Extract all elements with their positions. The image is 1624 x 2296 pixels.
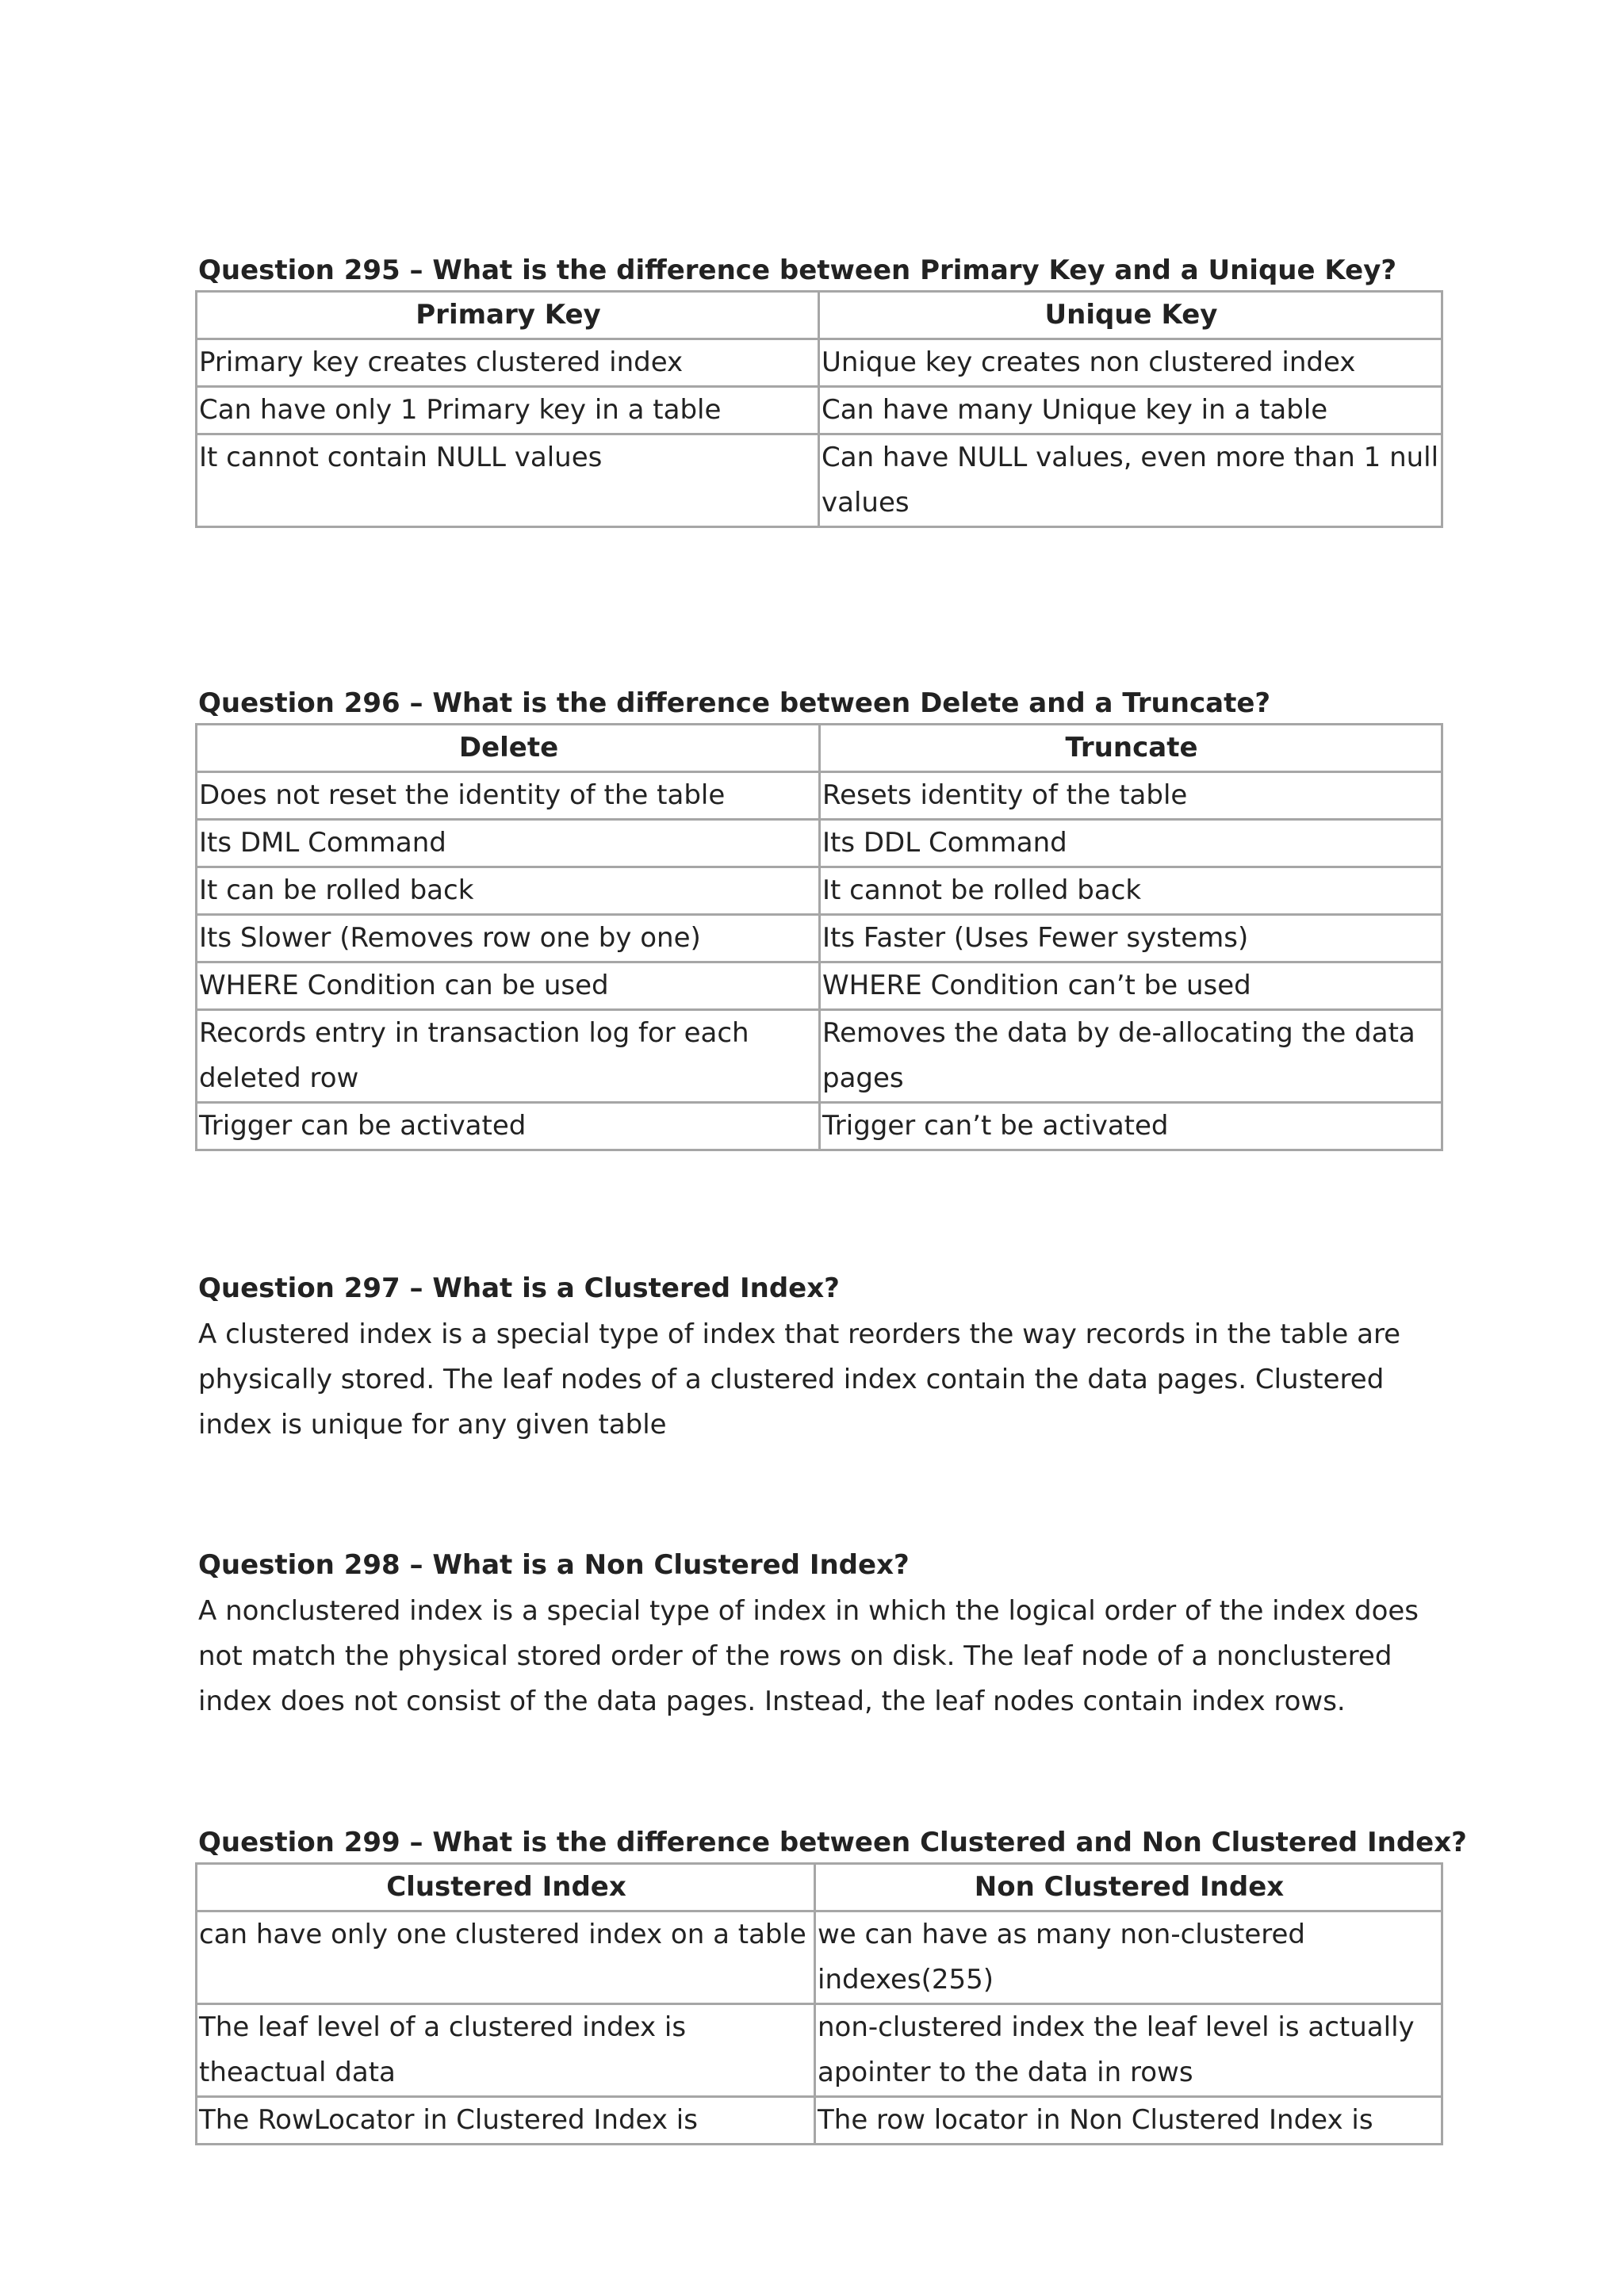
- table-cell: Its Faster (Uses Fewer systems): [820, 915, 1442, 962]
- table-row: [197, 962, 1442, 1010]
- question-297-answer: A clustered index is a special type of index that reorders the way records in the table are physically stored. The leaf nodes of a clustered index contain the data pages. Clustered index is unique for any given table: [198, 1318, 1401, 1441]
- table-row: [197, 2004, 1442, 2097]
- table-cell: Can have NULL values, even more than 1 null values: [819, 434, 1442, 527]
- column-header: Delete: [197, 725, 820, 772]
- column-header: Truncate: [820, 725, 1442, 772]
- table-cell: can have only one clustered index on a table: [197, 1911, 815, 2004]
- column-header: Unique Key: [819, 292, 1442, 339]
- table-cell: Trigger can’t be activated: [820, 1103, 1442, 1150]
- table-cell: It can be rolled back: [197, 867, 820, 915]
- column-header: Non Clustered Index: [815, 1864, 1442, 1911]
- question-295-heading: Question 295 – What is the difference between Primary Key and a Unique Key?: [198, 254, 1397, 286]
- table-row: [197, 2097, 1442, 2145]
- column-header: Clustered Index: [197, 1864, 815, 1911]
- question-298-answer: A nonclustered index is a special type of index in which the logical order of the index does not match the physical stored order of the rows on disk. The leaf node of a nonclustered index does not consist of the data pages. Instead, the leaf nodes contain index rows.: [198, 1595, 1419, 1717]
- table-cell: The RowLocator in Clustered Index is: [197, 2097, 815, 2145]
- table-row: [197, 1911, 1442, 2004]
- table-row: [197, 867, 1442, 915]
- table-cell: WHERE Condition can’t be used: [820, 962, 1442, 1010]
- table-cell: Primary key creates clustered index: [197, 339, 819, 387]
- table-row: [197, 339, 1442, 387]
- table-cell: It cannot contain NULL values: [197, 434, 819, 527]
- table-cell: non-clustered index the leaf level is actually apointer to the data in rows: [815, 2004, 1442, 2097]
- table-cell: Can have many Unique key in a table: [819, 387, 1442, 434]
- table-cell: Can have only 1 Primary key in a table: [197, 387, 819, 434]
- table-cell: The leaf level of a clustered index is theactual data: [197, 2004, 815, 2097]
- table-cell: Unique key creates non clustered index: [819, 339, 1442, 387]
- table-header-row: [197, 725, 1442, 772]
- table-row: [197, 820, 1442, 867]
- table-row: [197, 1010, 1442, 1103]
- table-header-row: [197, 292, 1442, 339]
- primary-vs-unique-table: [195, 290, 1443, 528]
- table-row: [197, 1103, 1442, 1150]
- table-row: [197, 434, 1442, 527]
- table-cell: It cannot be rolled back: [820, 867, 1442, 915]
- column-header: Primary Key: [197, 292, 819, 339]
- question-296-heading: Question 296 – What is the difference between Delete and a Truncate?: [198, 687, 1271, 719]
- question-298-heading: Question 298 – What is a Non Clustered Index?: [198, 1549, 910, 1581]
- table-cell: we can have as many non-clustered indexes(255): [815, 1911, 1442, 2004]
- delete-vs-truncate-table: [195, 723, 1443, 1151]
- table-header-row: [197, 1864, 1442, 1911]
- table-row: [197, 915, 1442, 962]
- clustered-vs-nonclustered-table: [195, 1862, 1443, 2145]
- table-cell: Its DDL Command: [820, 820, 1442, 867]
- table-cell: WHERE Condition can be used: [197, 962, 820, 1010]
- table-cell: Resets identity of the table: [820, 772, 1442, 820]
- table-row: [197, 387, 1442, 434]
- table-cell: Records entry in transaction log for each deleted row: [197, 1010, 820, 1103]
- table-cell: The row locator in Non Clustered Index is: [815, 2097, 1442, 2145]
- table-cell: Its DML Command: [197, 820, 820, 867]
- table-cell: Trigger can be activated: [197, 1103, 820, 1150]
- table-cell: Does not reset the identity of the table: [197, 772, 820, 820]
- question-297-heading: Question 297 – What is a Clustered Index?: [198, 1272, 840, 1304]
- table-row: [197, 772, 1442, 820]
- question-299-heading: Question 299 – What is the difference between Clustered and Non Clustered Index?: [198, 1827, 1467, 1858]
- table-cell: Its Slower (Removes row one by one): [197, 915, 820, 962]
- table-cell: Removes the data by de-allocating the data pages: [820, 1010, 1442, 1103]
